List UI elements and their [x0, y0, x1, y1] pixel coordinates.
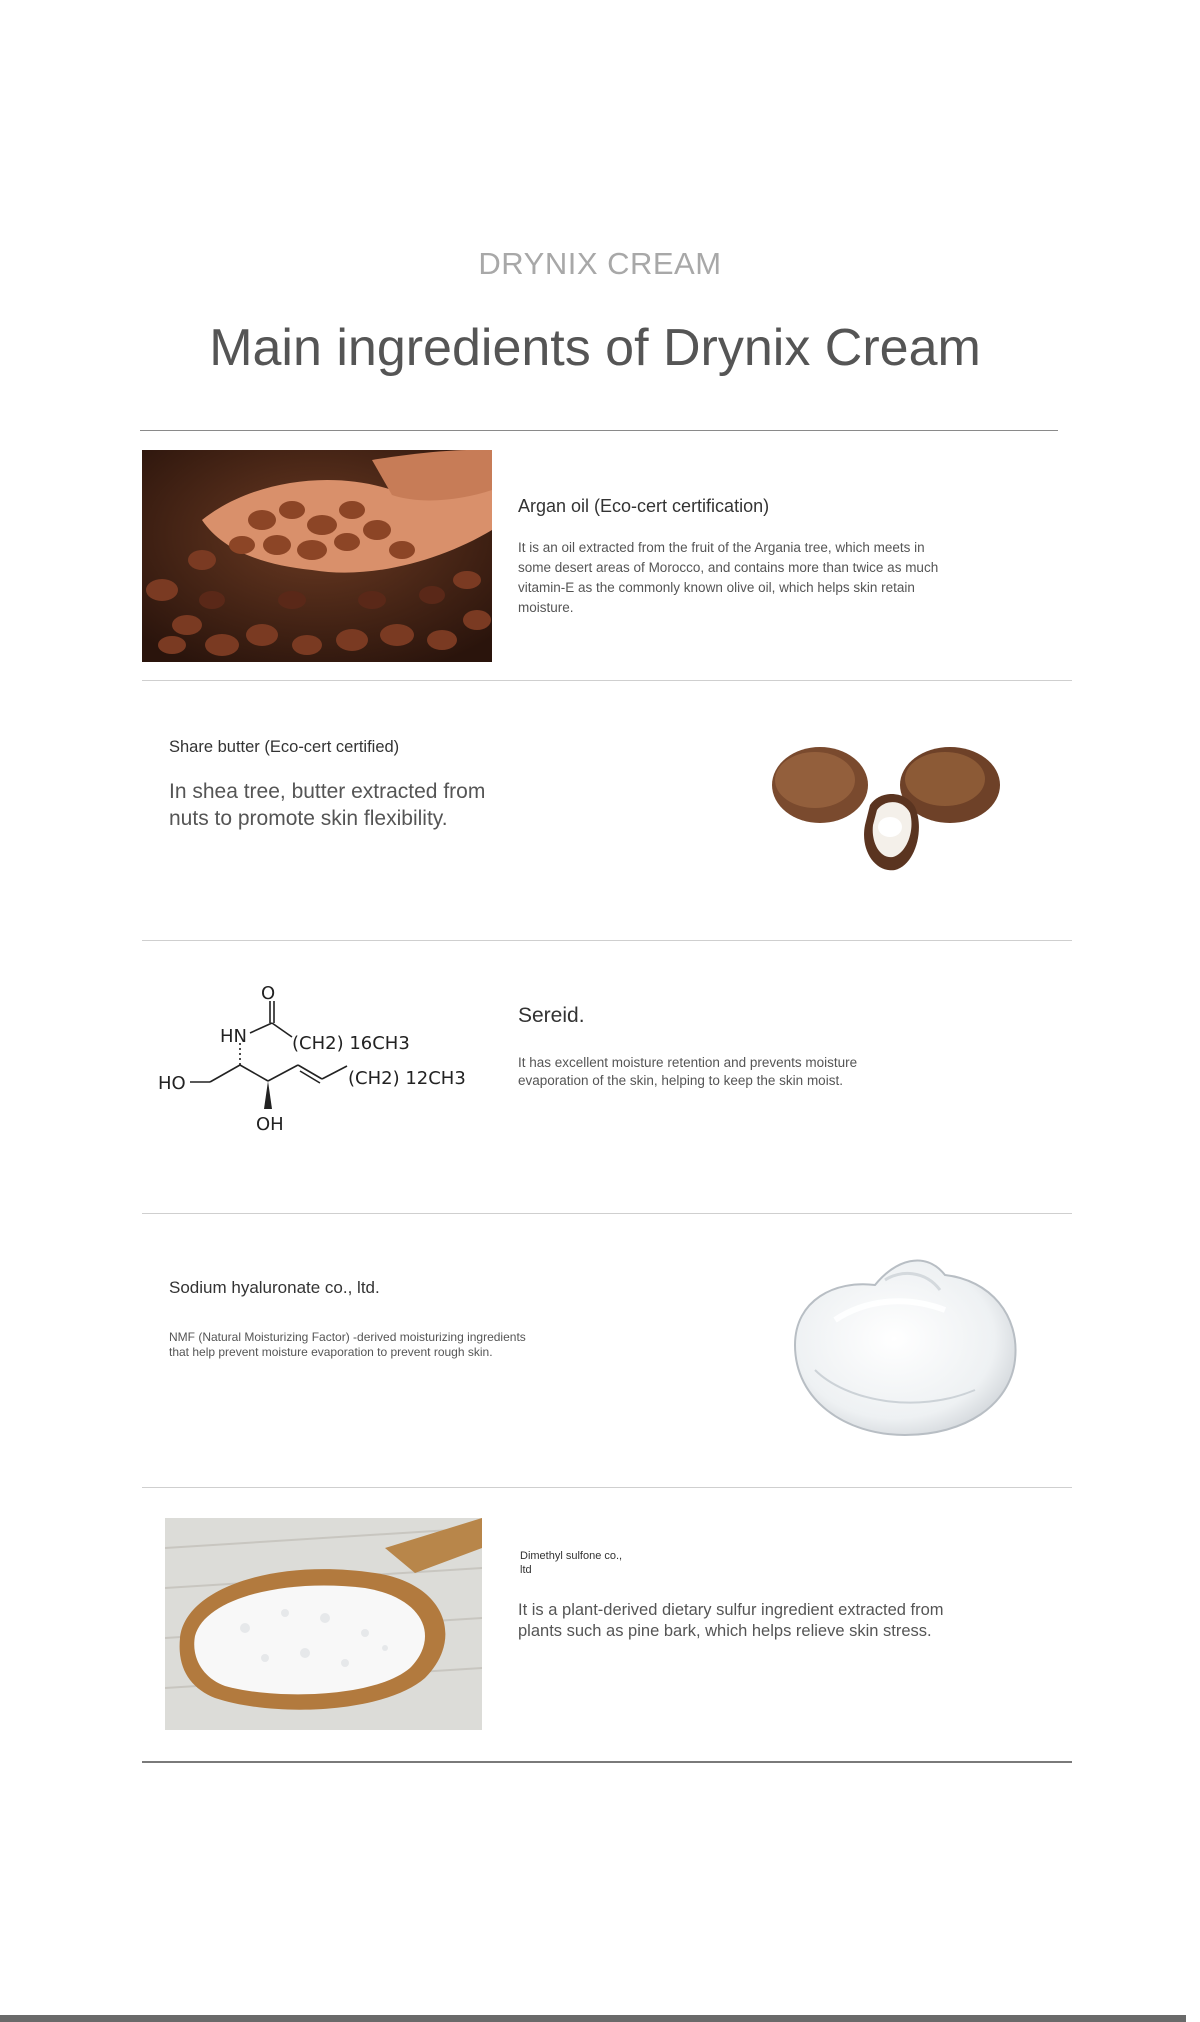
ceramide-title: Sereid.: [518, 1004, 585, 1027]
brand-name: DRYNIX CREAM: [478, 246, 722, 281]
sodium-hyaluronate-title: Sodium hyaluronate co., ltd.: [169, 1278, 380, 1297]
chain2-label: (CH2) 12CH3: [348, 1068, 466, 1089]
page-title: Main ingredients of Drynix Cream: [209, 319, 981, 377]
argan-oil-description: It is an oil extracted from the fruit of the Argania tree, which meets in some desert areas of Morocco, and contains more than twice as much vitamin-E as the commonly known olive oil, which helps skin retain moisture.: [518, 540, 939, 615]
dimethyl-sulfone-description: It is a plant-derived dietary sulfur ingredient extracted from plants such as pine bark, which helps relieve skin stress.: [518, 1601, 944, 1640]
argan-nuts-image: [142, 450, 492, 662]
section-divider: [142, 940, 1072, 941]
gel-texture-image: [775, 1250, 1025, 1440]
chemical-structure-diagram: [150, 985, 480, 1145]
footer-divider: [142, 1761, 1072, 1763]
dimethyl-sulfone-title-line1: Dimethyl sulfone co.,: [520, 1550, 623, 1562]
section-divider: [142, 1213, 1072, 1214]
chain1-label: (CH2) 16CH3: [292, 1033, 410, 1054]
amine-label: HN: [220, 1026, 247, 1047]
bottom-bar: [0, 2015, 1186, 2022]
dimethyl-sulfone-title: [520, 1549, 622, 1577]
shea-butter-description: In shea tree, butter extracted from nuts to promote skin flexibility.: [169, 780, 486, 830]
argan-oil-title: Argan oil (Eco-cert certification): [518, 496, 770, 516]
section-divider: [142, 680, 1072, 681]
oxygen-label: O: [261, 985, 276, 1004]
section-divider: [142, 1487, 1072, 1488]
hydroxyl-left-label: HO: [158, 1073, 186, 1094]
salt-spoon-image: [165, 1518, 482, 1730]
hydroxyl-bottom-label: OH: [256, 1114, 284, 1135]
ceramide-description: It has excellent moisture retention and prevents moisture evaporation of the skin, helping to keep the skin moist.: [518, 1055, 858, 1088]
sodium-hyaluronate-description: NMF (Natural Moisturizing Factor) -derived moisturizing ingredients that help prevent moisture evaporation to prevent rough skin.: [169, 1330, 526, 1359]
shea-butter-title: Share butter (Eco-cert certified): [169, 738, 400, 756]
dimethyl-sulfone-title-line2: ltd: [520, 1564, 532, 1576]
header-divider: [140, 430, 1058, 431]
shea-nuts-image: [765, 735, 1015, 880]
